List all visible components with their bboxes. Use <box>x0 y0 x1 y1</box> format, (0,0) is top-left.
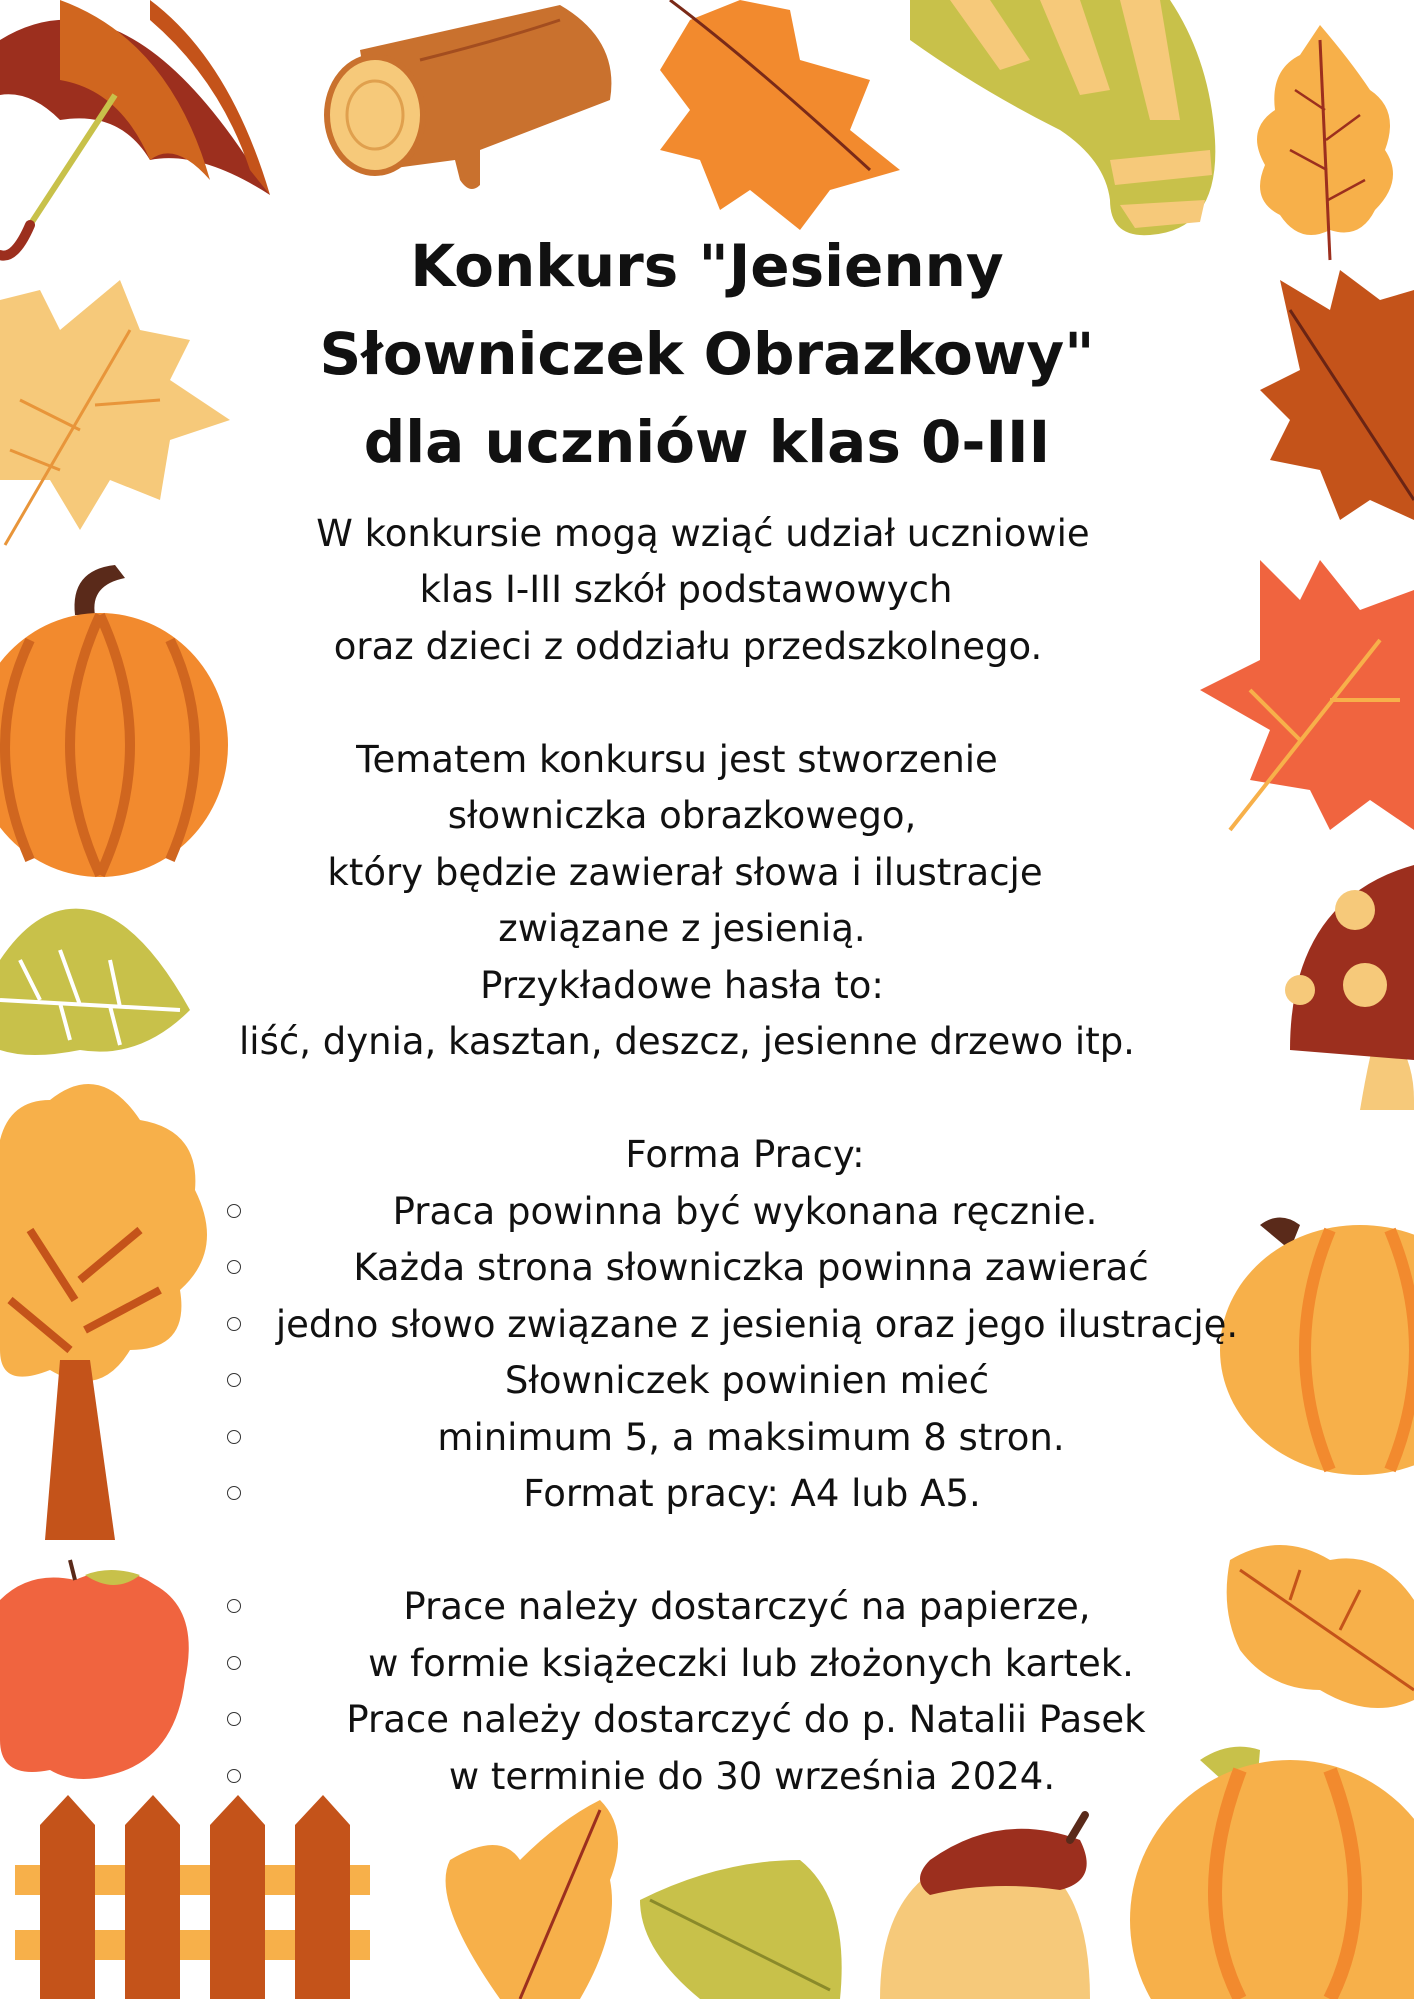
intro-line: oraz dzieci z oddziału przedszkolnego. <box>333 625 1043 668</box>
delivery-list-item: Prace należy dostarczyć do p. Natalii Pasek <box>346 1698 1146 1741</box>
log-icon <box>327 5 611 189</box>
sock-icon <box>910 0 1215 235</box>
topic-line: Przykładowe hasła to: <box>480 964 884 1007</box>
delivery-list-item: w terminie do 30 września 2024. <box>448 1755 1056 1798</box>
topic-line: Tematem konkursu jest stworzenie <box>356 738 998 781</box>
topic-line: związane z jesienią. <box>498 907 866 950</box>
delivery-list-item: w formie książeczki lub złożonych kartek. <box>368 1642 1134 1685</box>
green-leaf-icon <box>640 1860 842 1999</box>
form-list-item: Każda strona słowniczka powinna zawierać <box>353 1246 1149 1289</box>
delivery-list-item: Prace należy dostarczyć na papierze, <box>403 1585 1091 1628</box>
form-list-item: minimum 5, a maksimum 8 stron. <box>437 1416 1065 1459</box>
form-list-item: Format pracy: A4 lub A5. <box>523 1472 981 1515</box>
page-title-line-3: dla uczniów klas 0-III <box>363 408 1051 476</box>
maple-leaf-icon <box>660 0 900 230</box>
form-list-item: jedno słowo związane z jesienią oraz jego ilustrację. <box>275 1303 1239 1346</box>
umbrella-icon <box>0 0 270 256</box>
topic-line: który będzie zawierał słowa i ilustracje <box>327 851 1043 894</box>
topic-line: liść, dynia, kasztan, deszcz, jesienne drzewo itp. <box>239 1020 1135 1063</box>
intro-line: W konkursie mogą wziąć udział uczniowie <box>316 512 1090 555</box>
page-title-line-1: Konkurs "Jesienny <box>410 232 1004 300</box>
form-heading: Forma Pracy: <box>625 1133 865 1176</box>
intro-line: klas I-III szkół podstawowych <box>419 568 953 611</box>
form-list-item: Słowniczek powinien mieć <box>504 1359 990 1402</box>
page-title-line-2: Słowniczek Obrazkowy" <box>319 320 1095 388</box>
topic-line: słowniczka obrazkowego, <box>447 794 917 837</box>
leaf-icon <box>446 1800 618 1999</box>
fence-icon <box>15 1795 370 1999</box>
acorn-icon <box>880 1815 1090 1999</box>
form-list-item: Praca powinna być wykonana ręcznie. <box>392 1190 1098 1233</box>
